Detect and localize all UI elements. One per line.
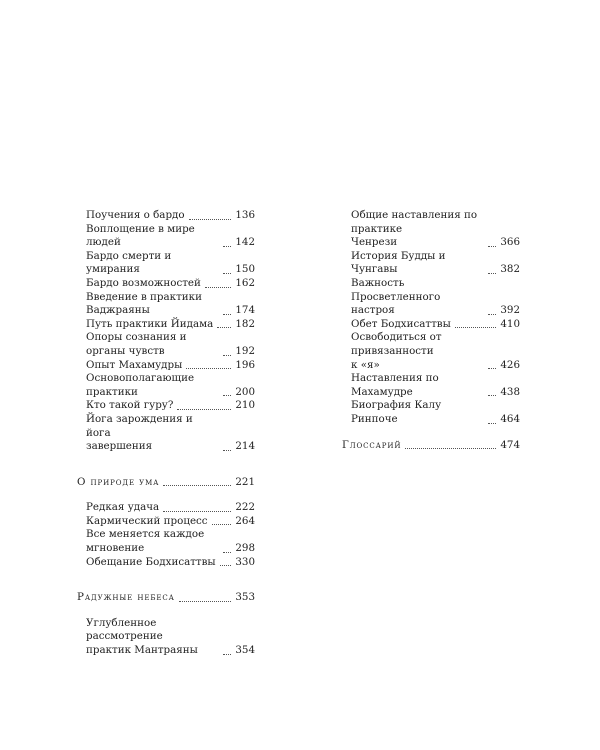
toc-entry-title: Обещание Бодхисаттвы: [86, 555, 216, 568]
toc-entry-title: История Будды и Чунгавы: [351, 249, 446, 276]
toc-part-rainbow-skies: [77, 591, 255, 605]
spacer: [77, 454, 255, 476]
toc-entry-page: 182: [235, 317, 255, 330]
dot-leader: [488, 368, 496, 369]
toc-entry-page: 162: [235, 276, 255, 289]
toc-entry: [86, 250, 255, 277]
spacer: [77, 489, 255, 501]
toc-part-title: Глоссарий: [342, 438, 402, 451]
toc-entry-title: Освободиться от привязанности к «я»: [351, 331, 442, 371]
spacer: [77, 605, 255, 617]
toc-entry-title: Введение в практики Ваджраяны: [86, 290, 202, 317]
toc-entry-page: 210: [235, 399, 255, 412]
toc-entry-page: 264: [235, 514, 255, 527]
toc-entry: [351, 250, 520, 277]
toc-entry-title: Бардо смерти и умирания: [86, 249, 172, 276]
toc-part-nature-of-mind: [77, 476, 255, 490]
dot-leader: [488, 246, 496, 247]
toc-entry: [351, 331, 520, 372]
toc-entry: [86, 372, 255, 399]
toc-entry-title: Воплощение в мире людей: [86, 222, 195, 249]
toc-entry-page: 366: [500, 236, 520, 249]
toc-entry-title: Опоры сознания и органы чувств: [86, 331, 187, 357]
dot-leader: [223, 273, 231, 274]
toc-entry: [86, 413, 255, 454]
dot-leader: [212, 524, 232, 525]
toc-entry-title: Поучения о бардо: [86, 209, 185, 221]
toc-entry-page: 196: [235, 358, 255, 371]
toc-left-column: [77, 209, 255, 658]
toc-entry-title: Важность Просветленного настроя: [351, 276, 441, 317]
toc-entry: [86, 556, 255, 570]
toc-section-rainbow-skies: [77, 617, 255, 658]
toc-entry-title: Все меняется каждое мгновение: [86, 528, 205, 555]
dot-leader: [205, 287, 231, 288]
toc-right-column: [342, 209, 520, 452]
toc-entry-page: 438: [500, 385, 520, 398]
toc-entry-page: 200: [235, 385, 255, 398]
toc-entry-page: 464: [500, 412, 520, 425]
toc-part-page: 474: [500, 438, 520, 451]
toc-entry-title: Йога зарождения и йога завершения: [86, 412, 193, 453]
toc-part-glossary: [342, 439, 520, 453]
dot-leader: [223, 395, 231, 396]
toc-entry-title: Биография Калу Ринпоче: [351, 399, 442, 425]
toc-entry: [86, 617, 255, 658]
toc-entry: [86, 528, 255, 555]
toc-entry: [86, 515, 255, 529]
dot-leader: [223, 246, 231, 247]
spacer: [77, 569, 255, 591]
spacer: [342, 427, 520, 439]
toc-entry-title: Опыт Махамудры: [86, 358, 183, 371]
toc-part-page: 353: [235, 591, 255, 604]
dot-leader: [488, 273, 496, 274]
toc-entry-title: Углубленное рассмотрение практик Мантраяны: [86, 616, 198, 657]
toc-section-nature-of-mind: [77, 501, 255, 569]
toc-entry-page: 136: [235, 209, 255, 221]
toc-entry-page: 214: [235, 440, 255, 453]
toc-entry: [351, 209, 520, 250]
dot-leader: [179, 601, 231, 602]
toc-entry-page: 222: [235, 501, 255, 514]
dot-leader: [217, 327, 231, 328]
toc-entry-title: Путь практики Йидама: [86, 317, 214, 330]
dot-leader: [488, 423, 496, 424]
toc-entry-page: 410: [500, 317, 520, 330]
toc-entry-title: Обет Бодхисаттвы: [351, 317, 451, 330]
toc-entry: [86, 331, 255, 358]
dot-leader: [223, 355, 231, 356]
dot-leader: [405, 448, 496, 449]
dot-leader: [455, 327, 497, 328]
dot-leader: [163, 511, 231, 512]
dot-leader: [189, 219, 232, 220]
toc-part-title: Радужные небеса: [77, 591, 175, 604]
toc-entry-page: 382: [500, 263, 520, 276]
dot-leader: [223, 314, 231, 315]
dot-leader: [488, 314, 496, 315]
toc-entry-title: Кто такой гуру?: [86, 399, 174, 412]
toc-part-title: О природе ума: [77, 475, 160, 488]
toc-entry-title: Бардо возможностей: [86, 276, 201, 289]
toc-entry: [86, 501, 255, 515]
toc-entry: [351, 318, 520, 332]
toc-entry-page: 354: [235, 644, 255, 657]
toc-entry-title: Редкая удача: [86, 501, 160, 514]
toc-section-rainbow-continued: [342, 209, 520, 427]
toc-part-page: 221: [235, 475, 255, 488]
dot-leader: [186, 368, 231, 369]
toc-entry-page: 330: [235, 555, 255, 568]
toc-entry: [86, 318, 255, 332]
toc-entry-title: Кармический процесс: [86, 514, 208, 527]
toc-entry: [351, 399, 520, 426]
dot-leader: [488, 395, 496, 396]
toc-entry-page: 192: [235, 344, 255, 357]
toc-entry-title: Общие наставления по практике Ченрези: [351, 209, 478, 249]
dot-leader: [163, 485, 231, 486]
toc-entry: [351, 277, 520, 318]
toc-entry-page: 150: [235, 263, 255, 276]
dot-leader: [223, 654, 231, 655]
toc-entry: [86, 359, 255, 373]
toc-entry-page: 142: [235, 236, 255, 249]
toc-entry-page: 298: [235, 542, 255, 555]
toc-entry-page: 392: [500, 304, 520, 317]
dot-leader: [220, 565, 232, 566]
toc-entry: [86, 209, 255, 223]
dot-leader: [223, 450, 231, 451]
toc-entry: [86, 223, 255, 250]
dot-leader: [177, 409, 231, 410]
toc-entry-title: Наставления по Махамудре: [351, 372, 439, 398]
toc-entry-title: Основополагающие практики: [86, 372, 195, 398]
toc-entry-page: 426: [500, 358, 520, 371]
toc-entry: [86, 277, 255, 291]
toc-entry-page: 174: [235, 304, 255, 317]
dot-leader: [223, 552, 231, 553]
toc-entry: [351, 372, 520, 399]
toc-section-continued: [77, 209, 255, 454]
toc-entry: [86, 399, 255, 413]
toc-entry: [86, 291, 255, 318]
